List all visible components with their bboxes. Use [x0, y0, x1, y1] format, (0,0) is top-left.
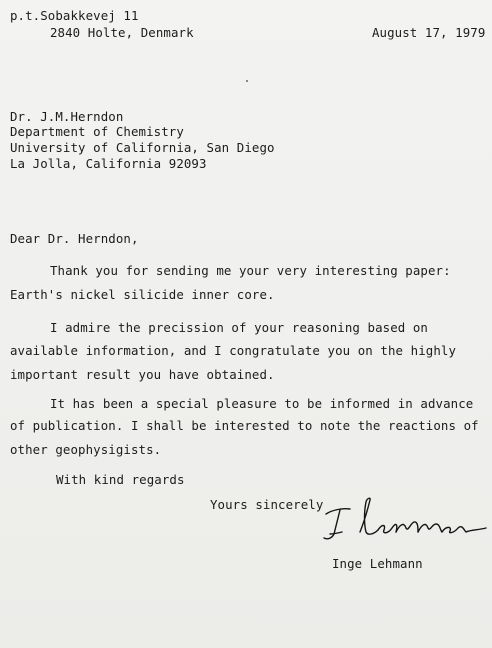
body-paragraph2-line1: I admire the precission of your reasoning based on — [50, 320, 428, 335]
recipient-department: Department of Chemistry — [10, 124, 184, 139]
letter-date: August 17, 1979 — [372, 25, 486, 40]
body-paragraph3-line1: It has been a special pleasure to be informed in advance — [50, 396, 474, 411]
kind-regards: With kind regards — [56, 472, 185, 487]
body-paragraph3-line3: other geophysigists. — [10, 442, 162, 457]
sender-address-line1: p.t.Sobakkevej 11 — [10, 8, 139, 23]
salutation: Dear Dr. Herndon, — [10, 231, 139, 246]
body-paragraph1-line1: Thank you for sending me your very interesting paper: — [50, 263, 451, 278]
sender-address-line2: 2840 Holte, Denmark — [50, 25, 194, 40]
body-paragraph3-line2: of publication. I shall be interested to note the reactions of — [10, 418, 479, 433]
recipient-university: University of California, San Diego — [10, 140, 275, 155]
signer-name: Inge Lehmann — [332, 556, 423, 571]
recipient-name: Dr. J.M.Herndon — [10, 109, 124, 124]
body-paragraph1-line2: Earth's nickel silicide inner core. — [10, 287, 275, 302]
body-paragraph2-line3: important result you have obtained. — [10, 367, 275, 382]
closing-yours-sincerely: Yours sincerely — [210, 497, 324, 512]
body-paragraph2-line2: available information, and I congratulate you on the highly — [10, 343, 457, 358]
handwritten-signature — [320, 494, 490, 554]
paper-speck — [246, 80, 248, 82]
recipient-city: La Jolla, California 92093 — [10, 156, 207, 171]
